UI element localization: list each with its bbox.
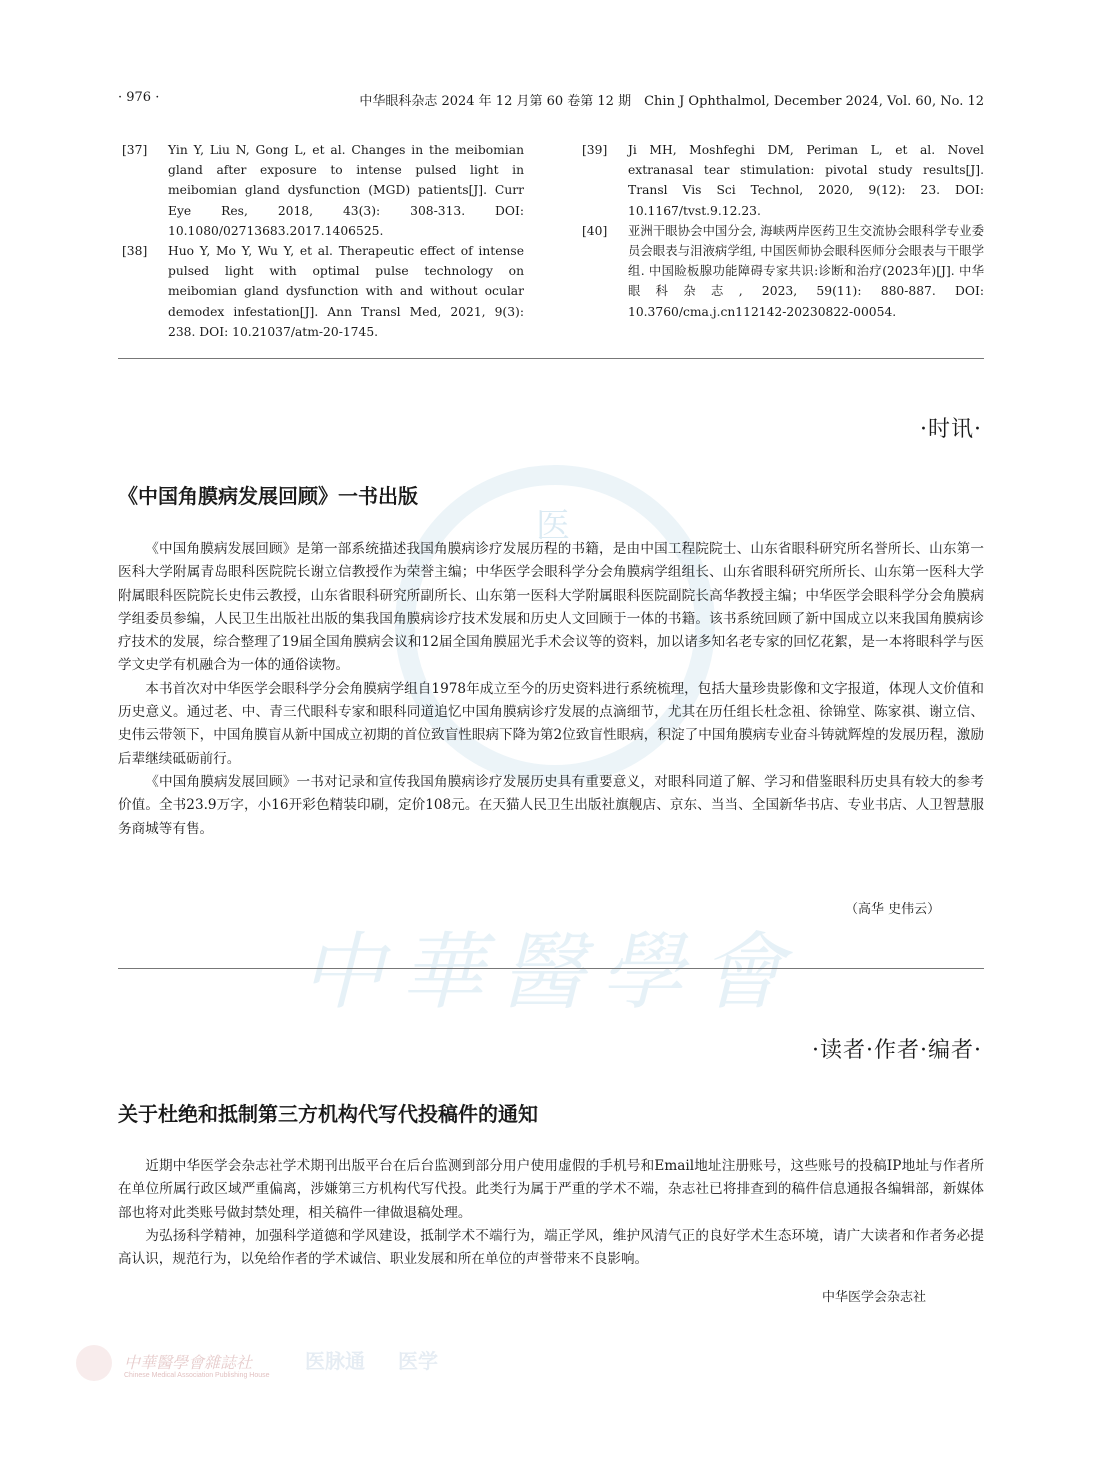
reference-item (582, 221, 984, 322)
notice-signature: 中华医学会杂志社 (822, 1290, 927, 1305)
reference-number: [37] (122, 143, 148, 157)
news-paragraph: 《中国角膜病发展回顾》是第一部系统描述我国角膜病诊疗发展历程的书籍，是由中国工程院院士、山东省眼科研究所名誉所长、山东第一医科大学附属青岛眼科医院院长谢立信教授作为荣誉主编；中华医学会眼科学分会角膜病学组组长、山东省眼科研究所所长、山东第一医科大学附属眼科医院院长史伟云教授，山东省眼科研究所副所长、山东第一医科大学附属眼科医院副院长高华教授主编；中华医学会眼科学分会角膜病学组委员参编，人民卫生出版社出版的集我国角膜病诊疗技术发展和历史人文回顾于一体的书籍。该书系统回顾了新中国成立以来我国角膜病诊疗技术的发展，综合整理了19届全国角膜病会议和12届全国角膜屈光手术会议等的资料，加以诸多知名老专家的回忆花絮，是一本将眼科学与医学文史学有机融合为一体的通俗读物。 (118, 541, 984, 674)
notice-title: 关于杜绝和抵制第三方机构代写代投稿件的通知 (118, 1102, 538, 1126)
reference-item (122, 241, 524, 342)
society-watermark: 中華醫學會 (300, 923, 801, 1021)
news-body (118, 538, 984, 841)
section-divider (118, 968, 984, 969)
notice-body (118, 1155, 984, 1271)
running-header (118, 90, 984, 112)
reference-item (582, 140, 984, 221)
reference-list-left (122, 140, 524, 342)
publisher-logo (76, 1345, 112, 1381)
journal-info: 中华眼科杂志 2024 年 12 月第 60 卷第 12 期 Chin J Ophthalmol, December 2024, Vol. 60, No. 12 (359, 94, 984, 109)
news-signature: （高华 史伟云） (845, 902, 941, 917)
reference-text: Yin Y, Liu N, Gong L, et al. Changes in the meibomian gland after exposure to intense pulsed light in meibomian gland dysfunction (MGD) patients[J]. Curr Eye Res, 2018, 43(3): 308-313. DOI: 10.1080/02713683.2017.1406525. (168, 143, 524, 238)
reference-text: Ji MH, Moshfeghi DM, Periman L, et al. Novel extranasal tear stimulation: pivotal study results[J]. Transl Vis Sci Technol, 2020, 9(12): 23. DOI: 10.1167/tvst.9.12.23. (628, 143, 984, 218)
reference-list-right (582, 140, 984, 322)
reference-item (122, 140, 524, 241)
reference-number: [38] (122, 244, 148, 259)
brand-mark-1: 医脉通 (305, 1349, 365, 1373)
section-label-notice: ·读者·作者·编者· (812, 1038, 982, 1063)
reference-text: Huo Y, Mo Y, Wu Y, et al. Therapeutic effect of intense pulsed light with optimal pulse technology on meibomian gland dysfunction with and without ocular demodex infestation[J]. Ann Transl Med, 2021, 9(3): 238. DOI: 10.21037/atm-20-1745. (168, 244, 524, 339)
news-paragraph: 《中国角膜病发展回顾》一书对记录和宣传我国角膜病诊疗发展历史具有重要意义，对眼科同道了解、学习和借鉴眼科历史具有较大的参考价值。全书23.9万字，小16开彩色精装印刷，定价108元。在天猫人民卫生出版社旗舰店、京东、当当、全国新华书店、专业书店、人卫智慧服务商城等有售。 (118, 773, 984, 837)
section-divider (118, 358, 984, 359)
brand-mark-2: 医学 (398, 1349, 438, 1373)
section-label-news: ·时讯· (920, 417, 982, 442)
notice-paragraph: 近期中华医学会杂志社学术期刊出版平台在后台监测到部分用户使用虚假的手机号和Email地址注册账号，这些账号的投稿IP地址与作者所在单位所属行政区域严重偏离，涉嫌第三方机构代写代投。此类行为属于严重的学术不端，杂志社已将排查到的稿件信息通报各编辑部，新媒体部也将对此类账号做封禁处理，相关稿件一律做退稿处理。 (118, 1158, 984, 1221)
reference-number: [39] (582, 143, 608, 157)
news-title: 《中国角膜病发展回顾》一书出版 (118, 484, 418, 508)
reference-number: [40] (582, 223, 608, 238)
publisher-name: 中華醫學會雜誌社 (124, 1353, 253, 1372)
notice-paragraph: 为弘扬科学精神，加强科学道德和学风建设，抵制学术不端行为，端正学风，维护风清气正的良好学术生态环境，请广大读者和作者务必提高认识，规范行为，以免给作者的学术诚信、职业发展和所在单位的声誉带来不良影响。 (118, 1227, 984, 1268)
page-number: · 976 · (118, 90, 160, 105)
publisher-name-en: Chinese Medical Association Publishing House (124, 1372, 270, 1379)
news-paragraph: 本书首次对中华医学会眼科学分会角膜病学组自1978年成立至今的历史资料进行系统梳理，包括大量珍贵影像和文字报道，体现人文价值和历史意义。通过老、中、青三代眼科专家和眼科同道追忆中国角膜病诊疗发展的点滴细节，尤其在历任组长杜念祖、徐锦堂、陈家祺、谢立信、史伟云带领下，中国角膜盲从新中国成立初期的首位致盲性眼病下降为第2位致盲性眼病，积淀了中国角膜病专业奋斗铸就辉煌的发展历程，激励后辈继续砥砺前行。 (118, 680, 984, 767)
reference-text: 亚洲干眼协会中国分会, 海峡两岸医药卫生交流协会眼科学专业委员会眼表与泪液病学组, 中国医师协会眼科医师分会眼表与干眼学组. 中国睑板腺功能障碍专家共识:诊断和治疗(2023年)[J]. 中华眼科杂志, 2023, 59(11): 880-887. DOI: 10.3760/cma.j.cn112142-20230822-00054. (628, 223, 984, 319)
seal-watermark-char: 医 (536, 506, 570, 546)
